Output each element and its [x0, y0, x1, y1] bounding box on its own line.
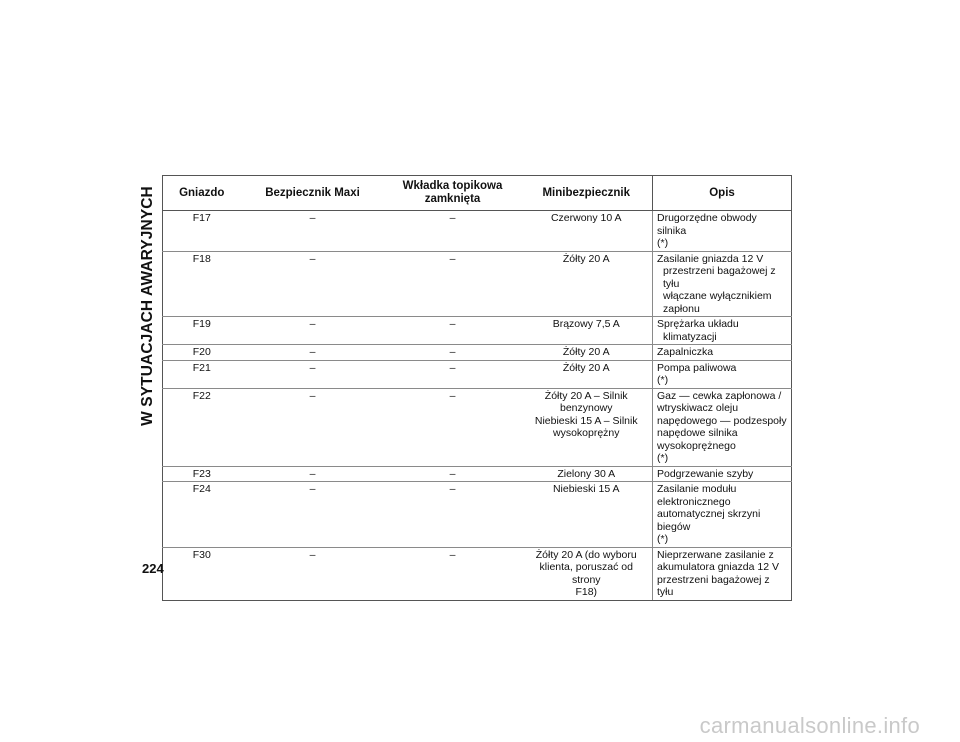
header-maxi-fuse: Bezpiecznik Maxi [241, 176, 385, 211]
maxi-fuse-cell: – [241, 482, 385, 548]
socket-cell: F19 [163, 317, 241, 345]
mini-fuse-line: Żółty 20 A [562, 252, 610, 265]
description-cell [653, 345, 792, 361]
mini-fuse-line: F18) [575, 586, 598, 598]
description-cell [653, 317, 792, 345]
page-number: 224 [142, 561, 164, 576]
socket-cell: F18 [163, 251, 241, 317]
socket-cell: F23 [163, 466, 241, 482]
table-row [163, 317, 792, 345]
socket-cell: F20 [163, 345, 241, 361]
description-cell [653, 482, 792, 548]
description-cell [653, 547, 792, 600]
description-line: Sprężarka układu [657, 318, 739, 330]
mini-fuse-cell [521, 388, 653, 466]
description-line: napędowego — podzespoły [657, 414, 787, 427]
mini-fuse-cell [521, 360, 653, 388]
mini-fuse-cell [521, 211, 653, 252]
socket-cell: F22 [163, 388, 241, 466]
mini-fuse-line: wysokoprężny [552, 427, 620, 439]
description-line: Zasilanie modułu [657, 483, 737, 495]
cartridge-fuse-cell: – [385, 388, 521, 466]
description-line: napędowe silnika [657, 427, 738, 439]
description-line: przestrzeni bagażowej z tyłu [657, 573, 770, 598]
table-row [163, 211, 792, 252]
table-row [163, 388, 792, 466]
socket-cell: F17 [163, 211, 241, 252]
description-line: zapłonu [663, 302, 700, 315]
description-line: Podgrzewanie szyby [657, 467, 754, 480]
cartridge-fuse-cell: – [385, 360, 521, 388]
mini-fuse-line: Czerwony 10 A [550, 212, 622, 224]
description-line: Drugorzędne obwody silnika [657, 212, 757, 237]
description-line: automatycznej skrzyni [657, 508, 761, 520]
description-cell [653, 360, 792, 388]
header-cartridge-line2: zamknięta [424, 193, 481, 205]
mini-fuse-line: Żółty 20 A [562, 346, 610, 358]
mini-fuse-line: benzynowy [559, 402, 613, 414]
description-line: Pompa paliwowa [657, 361, 737, 374]
description-cell [653, 388, 792, 466]
maxi-fuse-cell: – [241, 251, 385, 317]
description-cell [653, 466, 792, 482]
description-line: (*) [657, 237, 669, 249]
description-line: (*) [657, 374, 669, 386]
description-line: (*) [657, 533, 669, 545]
mini-fuse-cell [521, 466, 653, 482]
description-line: Nieprzerwane zasilanie z [657, 548, 774, 561]
table-row [163, 547, 792, 600]
mini-fuse-cell [521, 345, 653, 361]
mini-fuse-line: Brązowy 7,5 A [552, 318, 620, 330]
description-line: przestrzeni bagażowej z tyłu [663, 265, 776, 290]
header-mini-fuse: Minibezpiecznik [521, 176, 653, 211]
section-title-text: W SYTUACJACH AWARYJNYCH [139, 186, 157, 426]
cartridge-fuse-cell: – [385, 466, 521, 482]
maxi-fuse-cell: – [241, 388, 385, 466]
maxi-fuse-cell: – [241, 466, 385, 482]
description-line: Zasilanie gniazda 12 V [657, 252, 764, 265]
cartridge-fuse-cell: – [385, 345, 521, 361]
mini-fuse-line: Zielony 30 A [557, 467, 616, 480]
mini-fuse-line: klienta, poruszać od strony [539, 561, 633, 586]
maxi-fuse-cell: – [241, 360, 385, 388]
description-line: klimatyzacji [663, 330, 717, 343]
fuse-table-body [163, 211, 792, 601]
maxi-fuse-cell: – [241, 211, 385, 252]
mini-fuse-cell [521, 482, 653, 548]
description-line: akumulatora gniazda 12 V [657, 561, 779, 573]
description-cell [653, 211, 792, 252]
description-line: (*) [657, 452, 669, 464]
table-row [163, 466, 792, 482]
mini-fuse-line: Niebieski 15 A – Silnik [534, 414, 638, 427]
description-line: wtryskiwacz oleju [657, 402, 739, 414]
description-cell [653, 251, 792, 317]
mini-fuse-line: Niebieski 15 A [552, 483, 620, 495]
table-row [163, 345, 792, 361]
mini-fuse-line: Żółty 20 A (do wyboru [535, 548, 637, 561]
cartridge-fuse-cell: – [385, 482, 521, 548]
socket-cell: F21 [163, 360, 241, 388]
description-line: włączane wyłącznikiem [663, 290, 772, 302]
header-description: Opis [653, 176, 792, 211]
mini-fuse-line: Żółty 20 A – Silnik [544, 389, 628, 402]
cartridge-fuse-cell: – [385, 317, 521, 345]
description-line: Gaz — cewka zapłonowa / [657, 389, 782, 402]
header-cartridge-line1: Wkładka topikowa [402, 180, 503, 192]
fuse-table [162, 175, 792, 601]
table-row [163, 482, 792, 548]
cartridge-fuse-cell: – [385, 547, 521, 600]
cartridge-fuse-cell: – [385, 251, 521, 317]
mini-fuse-line: Żółty 20 A [562, 361, 610, 374]
cartridge-fuse-cell: – [385, 211, 521, 252]
description-line: biegów [657, 520, 691, 533]
header-cartridge-fuse [385, 176, 521, 211]
description-line: Zapalniczka [657, 346, 714, 358]
mini-fuse-cell [521, 251, 653, 317]
maxi-fuse-cell: – [241, 317, 385, 345]
header-socket: Gniazdo [163, 176, 241, 211]
section-title [137, 175, 159, 437]
description-line: wysokoprężnego [657, 439, 736, 452]
mini-fuse-cell [521, 547, 653, 600]
maxi-fuse-cell: – [241, 547, 385, 600]
table-row [163, 360, 792, 388]
description-line: elektronicznego [657, 495, 731, 508]
mini-fuse-cell [521, 317, 653, 345]
table-row [163, 251, 792, 317]
table-header-row [163, 176, 792, 211]
socket-cell: F24 [163, 482, 241, 548]
watermark: carmanualsonline.info [699, 713, 920, 738]
maxi-fuse-cell: – [241, 345, 385, 361]
socket-cell: F30 [163, 547, 241, 600]
